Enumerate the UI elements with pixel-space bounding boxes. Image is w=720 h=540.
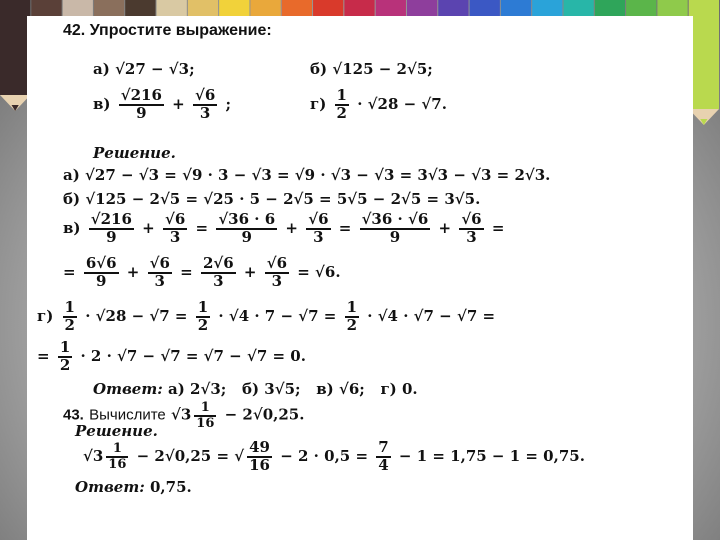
solution-43-title: Решение. (75, 422, 158, 440)
solution-42-g-line1 (37, 300, 495, 334)
fraction: $\frac{2√6}{3}$ (202, 254, 234, 290)
item-label: г) (310, 94, 327, 113)
answer-text: а) 2√3; б) 3√5; в) √6; г) 0. (167, 380, 418, 398)
operator: = (195, 218, 209, 237)
expression: · 2 · √7 − √7 = √7 − √7 = 0. (80, 346, 306, 365)
answer-42 (93, 380, 418, 398)
fraction: $\frac{1}{16}$ (196, 400, 215, 431)
fraction: $\frac{1}{2}$ (197, 298, 209, 334)
operator: = (63, 262, 76, 281)
operator: + (126, 262, 140, 281)
fraction: $\frac{√216}{9}$ (90, 210, 132, 246)
fraction: $\frac{1}{2}$ (346, 298, 358, 334)
expression: − 2 · 0,5 = (280, 446, 369, 465)
fraction: $\frac{√6}{3}$ (164, 210, 186, 246)
solution-42-a: а) √27 − √3 = √9 · 3 − √3 = √9 · √3 − √3 = 3√3 − √3 = 2√3. (63, 166, 551, 184)
item-label: в) (63, 218, 81, 237)
fraction: $\frac{7}{4}$ (378, 438, 389, 474)
pencil (689, 0, 719, 125)
answer-text: 0,75. (149, 478, 192, 496)
expression: · √4 · 7 − √7 = (218, 306, 337, 325)
operator: + (243, 262, 257, 281)
problem-43-word: Вычислите (89, 406, 166, 424)
punctuation: ; (225, 94, 232, 113)
solution-42-v-line2 (63, 256, 341, 290)
fraction: $\frac{√6}{3}$ (194, 86, 216, 122)
problem-42-a (93, 60, 195, 78)
expression: − 2√0,25 = √ (136, 446, 245, 465)
answer-43 (75, 478, 192, 496)
expression: · √28 − √7. (357, 94, 447, 113)
expression: √3 (170, 405, 192, 424)
fraction: $\frac{1}{2}$ (64, 298, 75, 334)
fraction: $\frac{√6}{3}$ (266, 254, 288, 290)
fraction: $\frac{1}{2}$ (336, 86, 347, 122)
operator: = (180, 262, 193, 281)
operator: = (37, 346, 50, 365)
expression: − 1 = 1,75 − 1 = 0,75. (398, 446, 585, 465)
expression: − 2√0,25. (224, 405, 305, 424)
solution-42-title: Решение. (93, 144, 176, 162)
operator: + (438, 218, 452, 237)
fraction: $\frac{49}{16}$ (249, 438, 270, 474)
document-page (27, 16, 693, 540)
solution-42-v-line1 (63, 212, 504, 246)
item-label: а) (93, 60, 110, 78)
fraction: $\frac{1}{2}$ (59, 338, 71, 374)
pencil (0, 0, 30, 111)
fraction: $\frac{1}{16}$ (108, 441, 127, 472)
problem-42-b (310, 60, 433, 78)
fraction: $\frac{√36 \cdot √6}{9}$ (361, 210, 429, 246)
solution-42-g-line2 (37, 340, 306, 374)
fraction: $\frac{√6}{3}$ (461, 210, 482, 246)
fraction: $\frac{6√6}{9}$ (85, 254, 117, 290)
expression: · √28 − √7 = (85, 306, 188, 325)
problem-42-v (93, 88, 231, 122)
item-label: б) (310, 60, 328, 78)
answer-label: Ответ: (93, 380, 163, 398)
operator: = (338, 218, 352, 237)
fraction: $\frac{√36 \cdot 6}{9}$ (218, 210, 276, 246)
problem-42-g (310, 88, 447, 122)
problem-43-number: 43. (63, 406, 84, 424)
expression: √125 − 2√5; (332, 60, 433, 78)
operator: + (142, 218, 155, 237)
expression: = √6. (297, 262, 341, 281)
fraction: $\frac{√6}{3}$ (149, 254, 170, 290)
operator: + (172, 94, 185, 113)
expression: · √4 · √7 − √7 = (367, 306, 496, 325)
solution-43-line (83, 440, 585, 474)
pencil-body (689, 0, 719, 109)
solution-42-b: б) √125 − 2√5 = √25 · 5 − 2√5 = 5√5 − 2√5 = 3√5. (63, 190, 481, 208)
pencil-body (0, 0, 30, 95)
fraction: $\frac{√6}{3}$ (308, 210, 329, 246)
operator: + (285, 218, 298, 237)
expression: √3 (83, 446, 104, 465)
item-label: г) (37, 306, 54, 325)
fraction: $\frac{√216}{9}$ (120, 86, 162, 122)
expression: √27 − √3; (115, 60, 195, 78)
answer-label: Ответ: (75, 478, 145, 496)
problem-42-heading: 42. Упростите выражение: (63, 22, 272, 39)
operator: = (491, 218, 505, 237)
item-label: в) (93, 94, 111, 113)
